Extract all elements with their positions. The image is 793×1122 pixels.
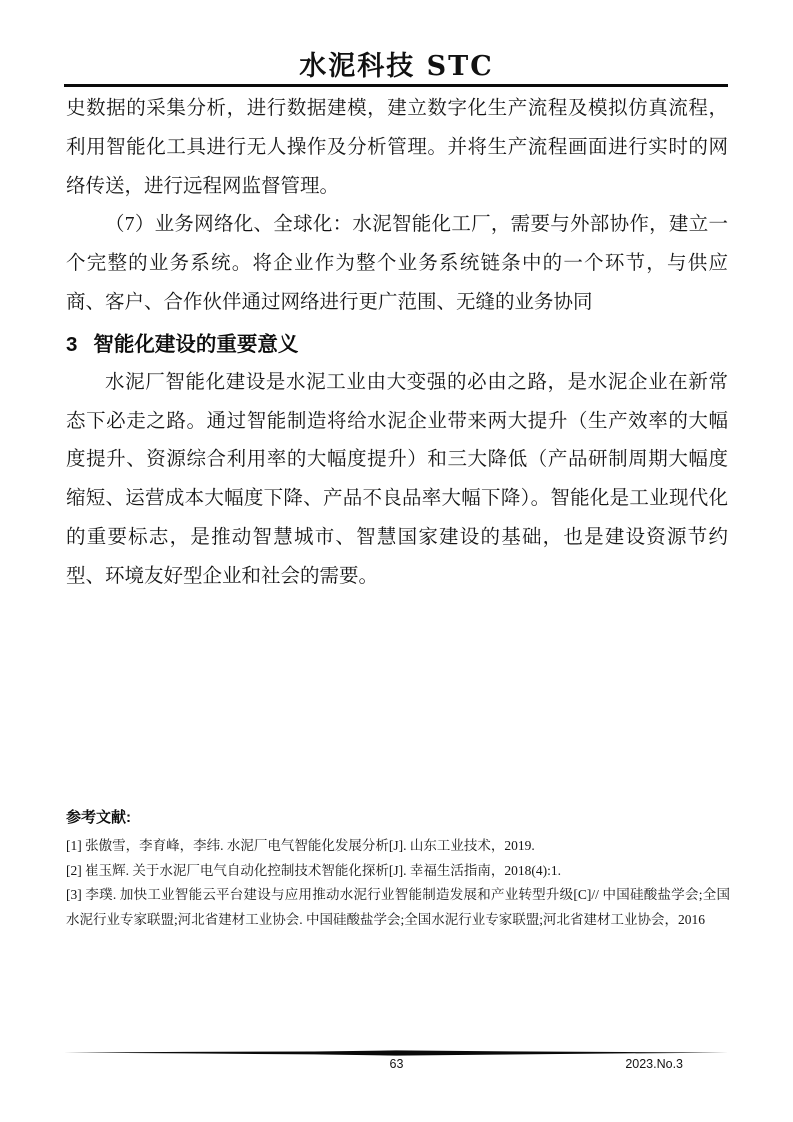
journal-title: 水泥科技 STC	[299, 51, 494, 82]
section-3-heading	[66, 328, 728, 362]
paragraph-continuation: 史数据的采集分析，进行数据建模，建立数字化生产流程及模拟仿真流程，利用智能化工具进行无人操作及分析管理。并将生产流程画面进行实时的网络传送，进行远程网监督管理。	[66, 98, 728, 197]
reference-entry-1: [1] 张傲雪，李育峰，李纬. 水泥厂电气智能化发展分析[J]. 山东工业技术，2019.	[66, 838, 535, 853]
reference-entry-3: [3] 李璞. 加快工业智能云平台建设与应用推动水泥行业智能制造发展和产业转型升级[C]// 中国硅酸盐学会;全国水泥行业专家联盟;河北省建材工业协会. 中国硅酸盐学会;全国水泥行业专家联盟;河北省建材工业协会，2016	[66, 887, 730, 927]
section-title: 智能化建设的重要意义	[93, 332, 299, 356]
footer-rule	[64, 1050, 728, 1056]
issue-number: 2023.No.3	[625, 1057, 683, 1071]
footer-row	[0, 1057, 793, 1075]
section-3-paragraph: 水泥厂智能化建设是水泥工业由大变强的必由之路，是水泥企业在新常态下必走之路。通过智能制造将给水泥企业带来两大提升（生产效率的大幅度提升、资源综合利用率的大幅度提升）和三大降低（产品研制周期大幅度缩短、运营成本大幅度下降、产品不良品率大幅下降）。智能化是工业现代化的重要标志，是推动智慧城市、智慧国家建设的基础，也是建设资源节约型、环境友好型企业和社会的需要。	[66, 371, 728, 587]
header-rule	[64, 84, 728, 87]
page-footer	[0, 1050, 793, 1075]
page-number: 63	[389, 1057, 404, 1071]
paragraph-item-7: （7）业务网络化、全球化：水泥智能化工厂，需要与外部协作，建立一个完整的业务系统。将企业作为整个业务系统链条中的一个环节，与供应商、客户、合作伙伴通过网络进行更广范围、无缝的业务协同	[66, 214, 728, 313]
reference-entry-2: [2] 崔玉辉. 关于水泥厂电气自动化控制技术智能化探析[J]. 幸福生活指南，2018(4):1.	[66, 862, 561, 878]
section-number: 3	[66, 332, 78, 356]
references-heading: 参考文献:	[66, 809, 131, 826]
page-body	[66, 90, 728, 597]
references-section	[66, 806, 730, 932]
